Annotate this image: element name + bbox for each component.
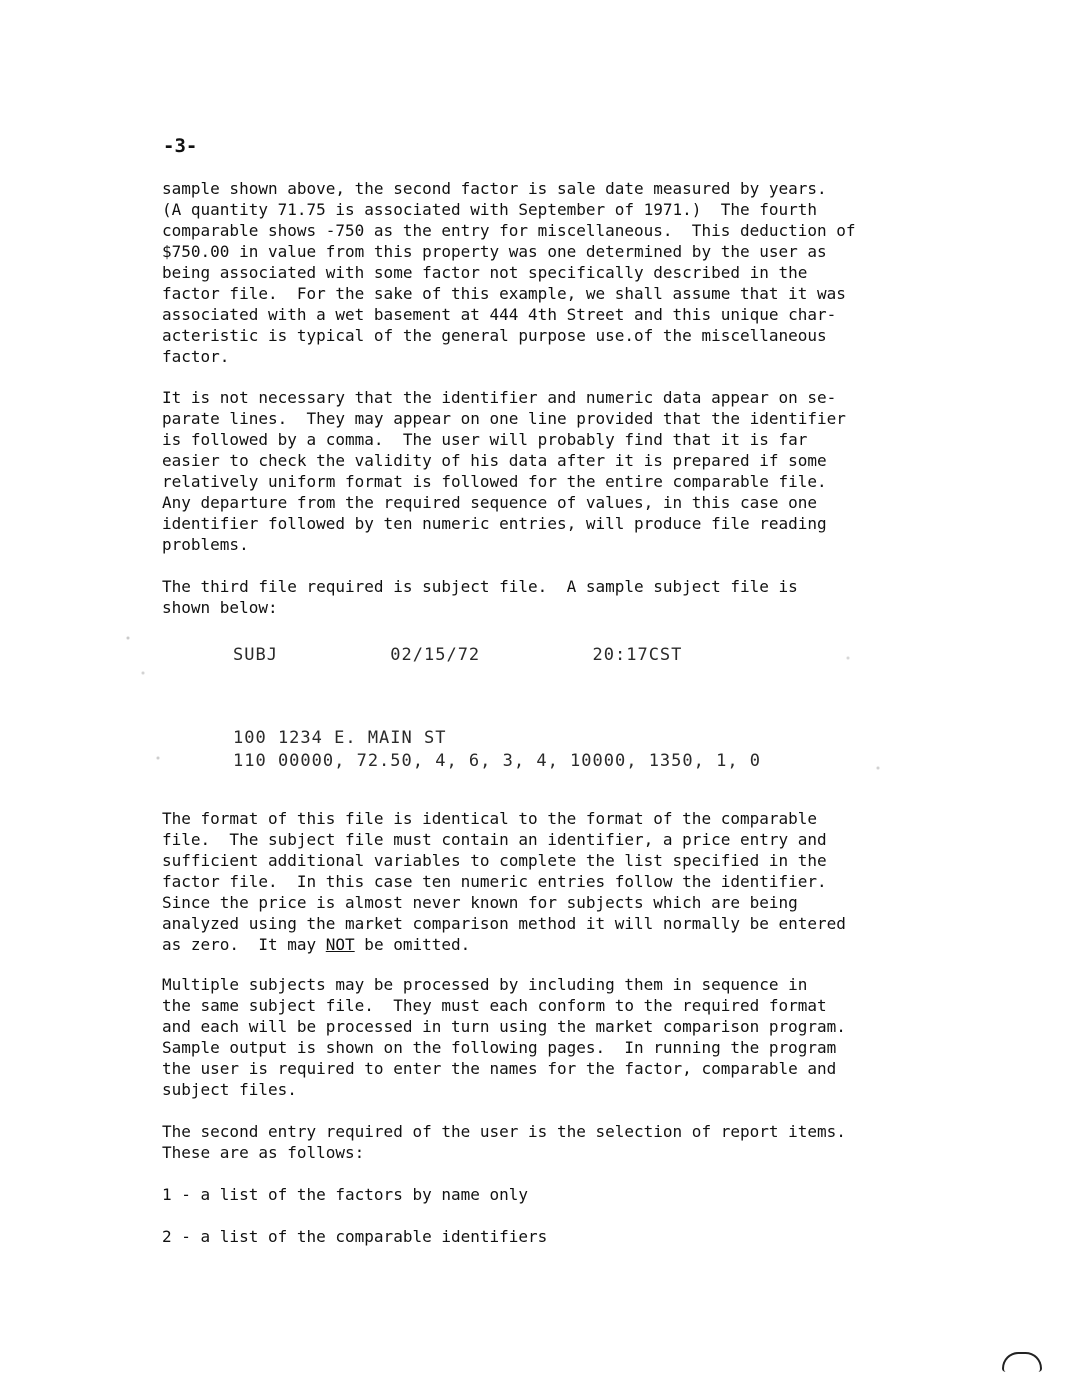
text-line: factor file. For the sake of this example, we shall assume that it was <box>162 284 846 303</box>
text-line: the same subject file. They must each conform to the required format <box>162 996 827 1015</box>
text-line: shown below: <box>162 598 278 617</box>
paragraph-report-items <box>162 1121 942 1163</box>
paragraph-multiple-subjects <box>162 974 942 1100</box>
sample-subject-file-printout <box>118 618 898 788</box>
page-number: -3- <box>163 135 198 157</box>
text-line: The third file required is subject file. A sample subject file is <box>162 577 798 596</box>
text-line: identifier followed by ten numeric entries, will produce file reading <box>162 514 827 533</box>
list-item: 1 - a list of the factors by name only <box>162 1185 529 1204</box>
text-line: being associated with some factor not specifically described in the <box>162 263 808 282</box>
text-line: subject files. <box>162 1080 297 1099</box>
text-line: analyzed using the market comparison method it will normally be entered <box>162 914 846 933</box>
text-fragment: as zero. It may <box>162 935 326 954</box>
text-line: relatively uniform format is followed for the entire comparable file. <box>162 472 827 491</box>
report-items-list-item <box>162 1184 942 1205</box>
text-line: file. The subject file must contain an identifier, a price entry and <box>162 830 827 849</box>
text-line: $750.00 in value from this property was one determined by the user as <box>162 242 827 261</box>
paragraph-identifier-format <box>162 387 942 555</box>
text-line <box>162 934 942 955</box>
page-corner-mark-icon <box>1002 1352 1042 1372</box>
text-line: sufficient additional variables to complete the list specified in the <box>162 851 827 870</box>
report-items-list-item <box>162 1226 942 1247</box>
text-line: (A quantity 71.75 is associated with September of 1971.) The fourth <box>162 200 818 219</box>
text-line: acteristic is typical of the general purpose use.of the miscellaneous <box>162 326 827 345</box>
text-line: the user is required to enter the names for the factor, comparable and <box>162 1059 837 1078</box>
text-line: sample shown above, the second factor is sale date measured by years. <box>162 179 827 198</box>
text-line: comparable shows -750 as the entry for miscellaneous. This deduction of <box>162 221 856 240</box>
paragraph-subject-file-intro <box>162 576 942 618</box>
text-line: Multiple subjects may be processed by including them in sequence in <box>162 975 808 994</box>
text-fragment: be omitted. <box>354 935 471 954</box>
printout-line-values: 110 00000, 72.50, 4, 6, 3, 4, 10000, 1350, 1, 0 <box>233 751 762 771</box>
text-line: easier to check the validity of his data after it is prepared if some <box>162 451 827 470</box>
text-line: is followed by a comma. The user will probably find that it is far <box>162 430 808 449</box>
list-item: 2 - a list of the comparable identifiers <box>162 1227 548 1246</box>
text-line: problems. <box>162 535 249 554</box>
printout-line-address: 100 1234 E. MAIN ST <box>233 728 447 748</box>
text-line: factor. <box>162 347 230 366</box>
text-line: Since the price is almost never known for subjects which are being <box>162 893 798 912</box>
paragraph-subject-file-format <box>162 808 942 955</box>
text-line: and each will be processed in turn using the market comparison program. <box>162 1017 846 1036</box>
printout-header: SUBJ 02/15/72 20:17CST <box>233 645 683 665</box>
text-line: Sample output is shown on the following pages. In running the program <box>162 1038 837 1057</box>
text-line: factor file. In this case ten numeric entries follow the identifier. <box>162 872 827 891</box>
text-line: parate lines. They may appear on one line provided that the identifier <box>162 409 846 428</box>
text-line: These are as follows: <box>162 1143 365 1162</box>
text-line: associated with a wet basement at 444 4th Street and this unique char- <box>162 305 837 324</box>
text-line: It is not necessary that the identifier and numeric data appear on se- <box>162 388 837 407</box>
paragraph-factor-explanation <box>162 178 942 367</box>
text-line: Any departure from the required sequence of values, in this case one <box>162 493 818 512</box>
text-line: The format of this file is identical to the format of the comparable <box>162 809 818 828</box>
emphasis-not: NOT <box>325 935 355 954</box>
text-line: The second entry required of the user is the selection of report items. <box>162 1122 846 1141</box>
